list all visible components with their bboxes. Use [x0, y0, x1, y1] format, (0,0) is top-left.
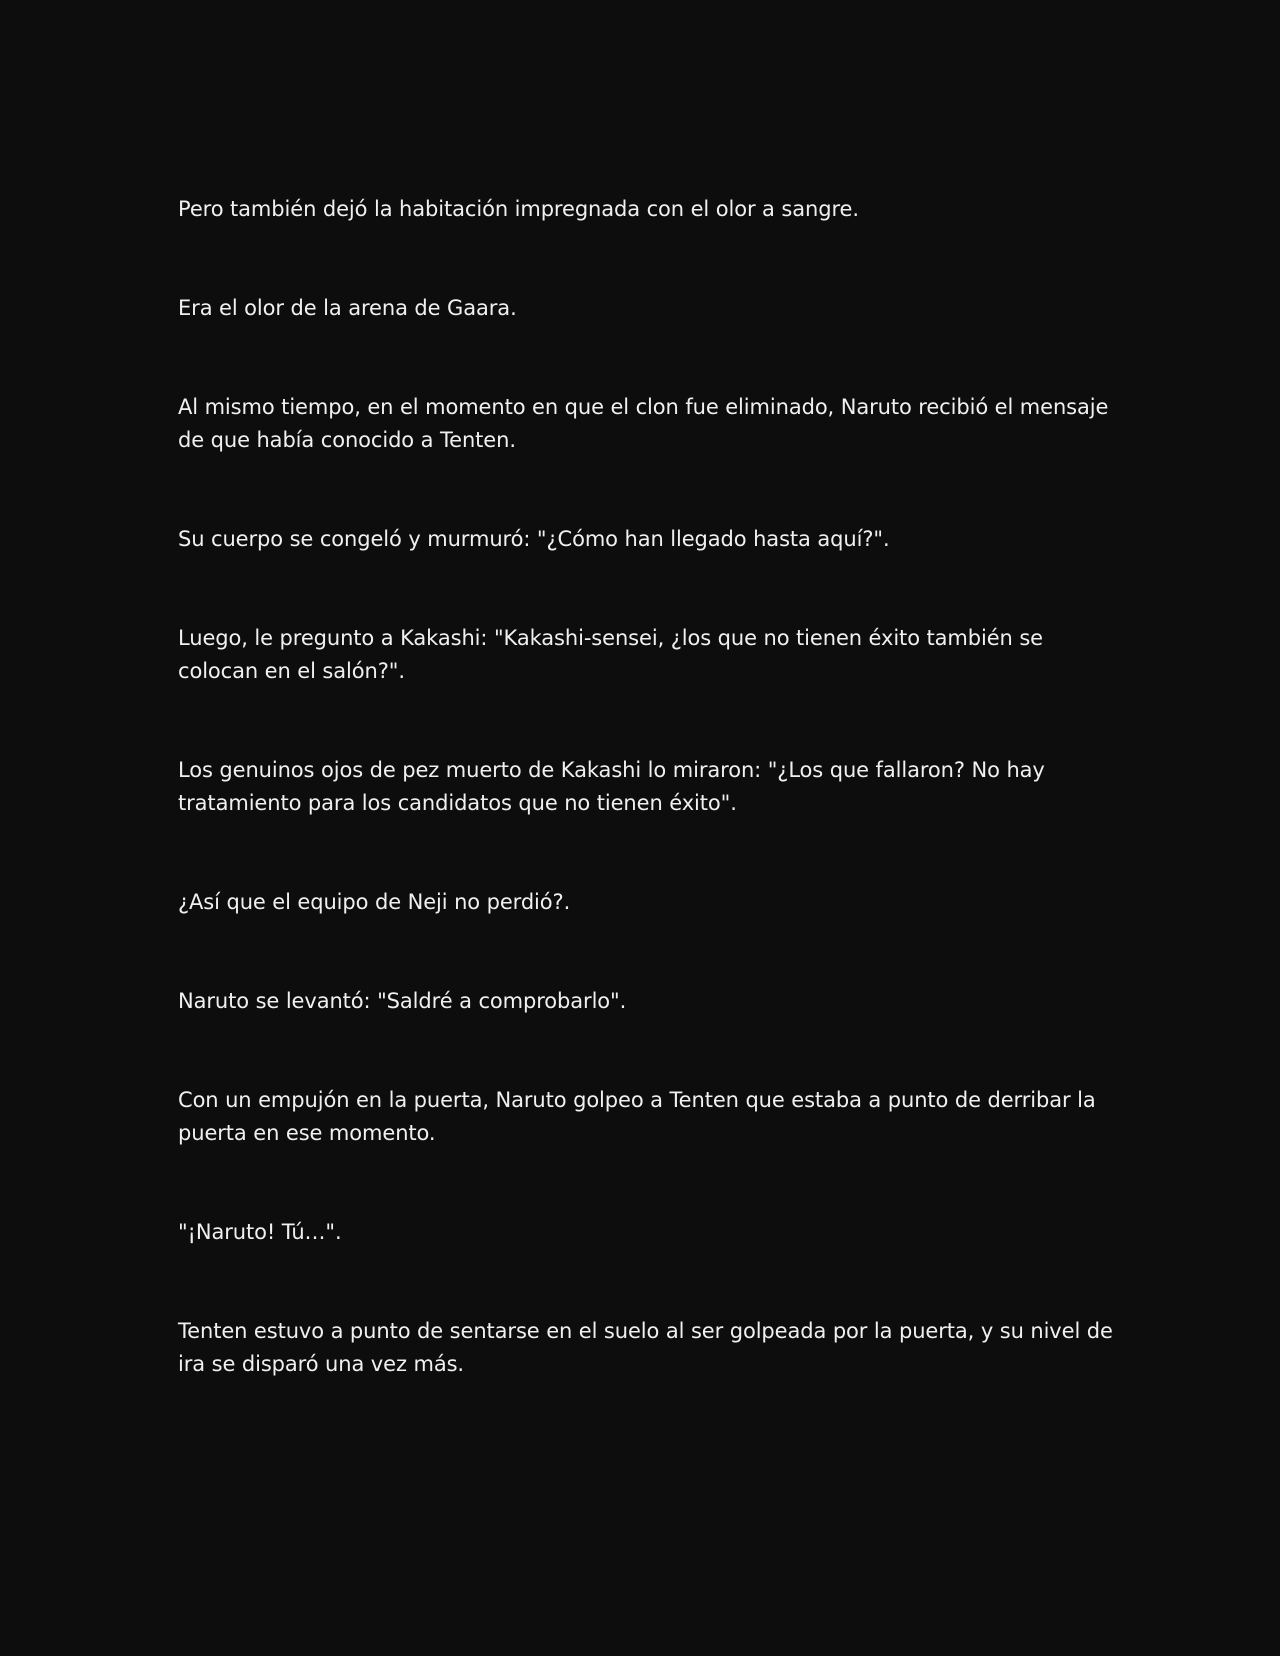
paragraph-4: Su cuerpo se congeló y murmuró: "¿Cómo han llegado hasta aquí?". — [178, 527, 890, 551]
paragraph-2: Era el olor de la arena de Gaara. — [178, 296, 517, 320]
document-body — [178, 193, 1128, 1447]
paragraph-8: Naruto se levantó: "Saldré a comprobarlo". — [178, 989, 627, 1013]
paragraph-11: Tenten estuvo a punto de sentarse en el suelo al ser golpeada por la puerta, y su nivel de ira se disparó una vez más. — [178, 1319, 1113, 1376]
paragraph-3: Al mismo tiempo, en el momento en que el clon fue eliminado, Naruto recibió el mensaje de que había conocido a Tenten. — [178, 395, 1109, 452]
paragraph-1: Pero también dejó la habitación impregnada con el olor a sangre. — [178, 197, 859, 221]
paragraph-7: ¿Así que el equipo de Neji no perdió?. — [178, 890, 571, 914]
paragraph-10: "¡Naruto! Tú…". — [178, 1220, 342, 1244]
paragraph-6: Los genuinos ojos de pez muerto de Kakashi lo miraron: "¿Los que fallaron? No hay tratamiento para los candidatos que no tienen éxito". — [178, 758, 1045, 815]
paragraph-5: Luego, le pregunto a Kakashi: "Kakashi-sensei, ¿los que no tienen éxito también se colocan en el salón?". — [178, 626, 1044, 683]
paragraph-9: Con un empujón en la puerta, Naruto golpeo a Tenten que estaba a punto de derribar la puerta en ese momento. — [178, 1088, 1096, 1145]
